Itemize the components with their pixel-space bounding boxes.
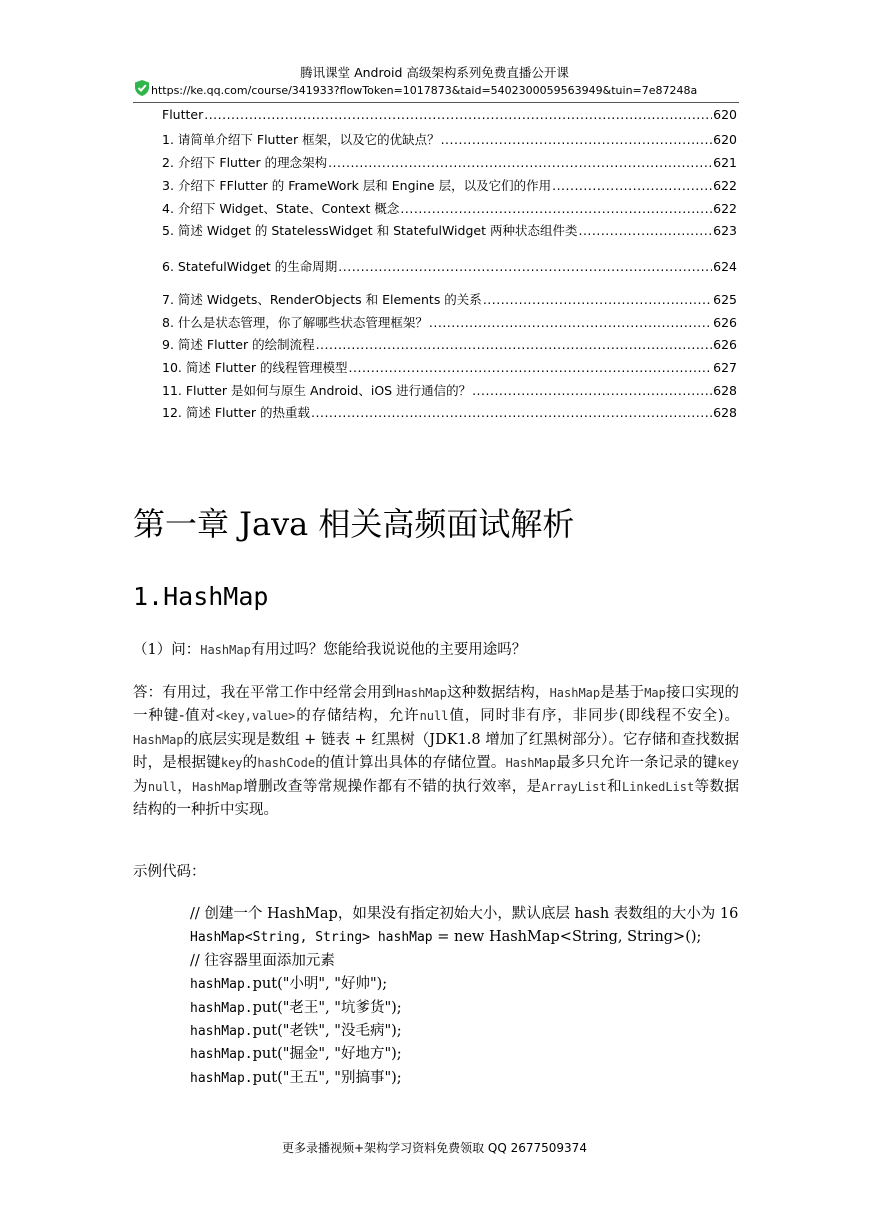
toc-entry[interactable]: 12. 简述 Flutter 的热重载 ..... 628 bbox=[162, 403, 737, 423]
toc-entry[interactable]: 10. 简述 Flutter 的线程管理模型 ..... 627 bbox=[162, 358, 737, 378]
code-comment: // 创建一个 HashMap，如果没有指定初始大小，默认底层 hash 表数组的大小为 16 bbox=[190, 906, 739, 922]
code-line: hashMap.put("王五", "别搞事"); bbox=[190, 1069, 402, 1086]
toc-entry[interactable]: 2. 介绍下 Flutter 的理念架构 ..... 621 bbox=[162, 153, 737, 173]
footer-text: 更多录播视频+架构学习资料免费领取 QQ 2677509374 bbox=[282, 1141, 587, 1155]
header-divider bbox=[133, 102, 739, 103]
code-line: hashMap.put("小明", "好帅"); bbox=[190, 976, 388, 993]
code-comment: // 往容器里面添加元素 bbox=[190, 952, 335, 969]
section-title: 1.HashMap bbox=[133, 582, 269, 611]
toc-entry[interactable]: Flutter ..... 620 bbox=[162, 107, 737, 127]
toc-entry[interactable]: 8. 什么是状态管理，你了解哪些状态管理框架？ ..... 626 bbox=[162, 313, 737, 333]
answer-paragraph: 答：有用过，我在平常工作中经常会用到HashMap这种数据结构，HashMap是基于Map接口实现的一种键-值对<key,value>的存储结构，允许null值，同时非有序，非同步(即线程不安全)。HashMap的底层实现是数组 + 链表 + 红黑树（JDK1.8 增加了红黑树部分）。它存储和查找数据时，是根据键key的hashCode的值计算出具体的存储位置。HashMap最多只允许一条记录的键key为null，HashMap增删改查等常规操作都有不错的执行效率，是ArrayList和LinkedList等数据结构的一种折中实现。 bbox=[133, 685, 740, 819]
shield-check-icon bbox=[133, 79, 151, 97]
toc-entry[interactable]: 11. Flutter 是如何与原生 Android、iOS 进行通信的？ ..... 628 bbox=[162, 381, 737, 401]
code-block bbox=[133, 903, 743, 1090]
chapter-title: 第一章 Java 相关高频面试解析 bbox=[133, 505, 575, 543]
header-url: https://ke.qq.com/course/341933?flowToken=1017873&taid=5402300059563949&tuin=7e87248a bbox=[151, 84, 698, 97]
example-label: 示例代码： bbox=[133, 864, 206, 880]
toc-entry[interactable]: 4. 介绍下 Widget、State、Context 概念 ..... 622 bbox=[162, 199, 737, 219]
toc-entry[interactable]: 5. 简述 Widget 的 StatelessWidget 和 StatefulWidget 两种状态组件类 ..... 623 bbox=[162, 221, 737, 241]
header-title: 腾讯课堂 Android 高级架构系列免费直播公开课 bbox=[300, 65, 569, 80]
code-line: hashMap.put("老铁", "没毛病"); bbox=[190, 1023, 402, 1040]
toc-entry[interactable]: 9. 简述 Flutter 的绘制流程 ..... 626 bbox=[162, 335, 737, 355]
toc-entry[interactable]: 7. 简述 Widgets、RenderObjects 和 Elements 的关系 ..... 625 bbox=[162, 290, 737, 310]
code-line: hashMap.put("掘金", "好地方"); bbox=[190, 1046, 402, 1063]
code-line: hashMap.put("老王", "坑爹货"); bbox=[190, 999, 402, 1016]
toc-entry[interactable]: 1. 请简单介绍下 Flutter 框架，以及它的优缺点？ ..... 620 bbox=[162, 130, 737, 150]
toc-entry[interactable]: 3. 介绍下 FFlutter 的 FrameWork 层和 Engine 层，以及它们的作用 ..... 622 bbox=[162, 176, 737, 196]
question-paragraph: （1）问：HashMap有用过吗？您能给我说说他的主要用途吗？ bbox=[133, 642, 527, 658]
code-line: HashMap<String, String> hashMap = new HashMap<String, String>(); bbox=[190, 929, 702, 946]
toc-entry[interactable]: 6. StatefulWidget 的生命周期 ..... 624 bbox=[162, 257, 737, 277]
